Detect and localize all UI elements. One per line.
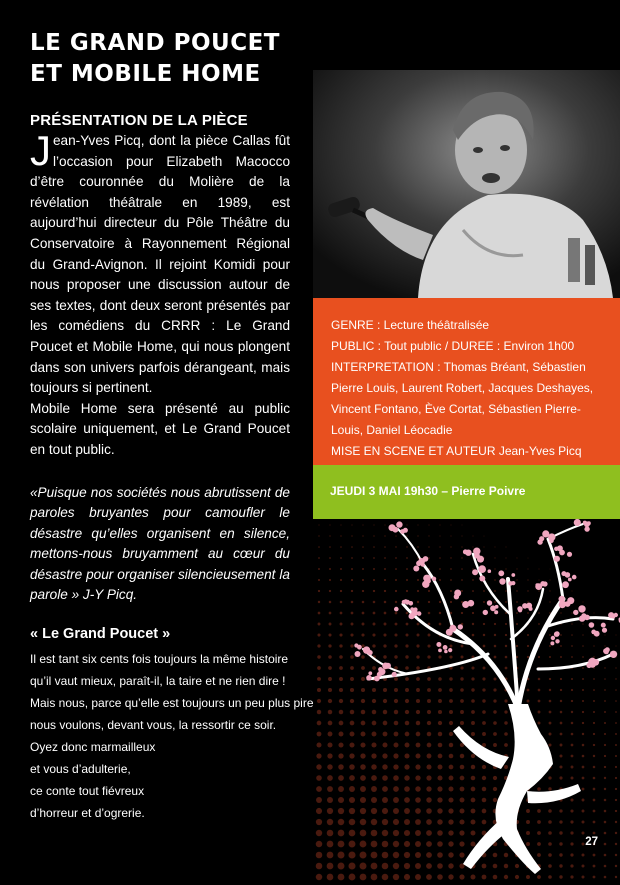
dot-pattern <box>316 524 618 880</box>
author-photo-illustration <box>313 70 620 298</box>
title-line-2: ET MOBILE HOME <box>30 61 261 87</box>
poem-line: Mais nous, parce qu’elle est toujours un peu plus pire <box>30 696 314 711</box>
poem-line: nous voulons, devant vous, la ressortir ce soir. <box>30 718 277 733</box>
author-photo <box>313 70 620 298</box>
info-genre: GENRE : Lecture théâtralisée <box>331 318 490 332</box>
poem-line: ce conte tout fiévreux <box>30 784 145 799</box>
poem-line: et vous d’adulterie, <box>30 762 131 777</box>
drop-cap: J <box>30 127 51 174</box>
page-title <box>30 28 280 90</box>
info-interpretation-line: Vincent Fontano, Ève Cortat, Sébastien Pierre- <box>331 402 581 416</box>
page-number: 27 <box>585 836 598 848</box>
left-column <box>30 112 314 824</box>
poem-line: d’horreur et d’ogrerie. <box>30 806 145 821</box>
poem-title: « Le Grand Poucet » <box>30 626 171 643</box>
poem <box>30 648 314 824</box>
presentation-quote: «Puisque nos sociétés nous abrutissent de paroles bruyantes pour camoufler le désastre qu’elles organisent en silence, mettons-nous bruyamment au cœur du désastre pour organiser silencieusement la parole » J-Y Picq. <box>30 484 290 603</box>
date-box <box>313 465 620 519</box>
info-interpretation-line: Louis, Daniel Léocadie <box>331 423 453 437</box>
poem-line: Oyez donc marmailleux <box>30 740 156 755</box>
info-interpretation-line: INTERPRETATION : Thomas Bréant, Sébastien <box>331 360 586 374</box>
info-public: PUBLIC : Tout public / DUREE : Environ 1h00 <box>331 339 575 353</box>
poem-line: Il est tant six cents fois toujours la même histoire <box>30 652 289 667</box>
info-box <box>313 298 620 465</box>
info-interpretation-line: Pierre Louis, Laurent Robert, Jacques Deshayes, <box>331 381 594 395</box>
presentation-heading: PRÉSENTATION DE LA PIÈCE <box>30 112 248 129</box>
presentation-paragraph-2: Mobile Home sera présenté au public scolaire uniquement, et Le Grand Poucet en tout public. <box>30 400 290 457</box>
event-date: JEUDI 3 MAI 19h30 – Pierre Poivre <box>330 484 526 498</box>
tree-dancer-illustration <box>313 519 620 885</box>
poem-line: qu’il vaut mieux, paraît-il, la taire et ne rien dire ! <box>30 674 286 689</box>
title-line-1: LE GRAND POUCET <box>30 30 280 56</box>
tree-dancer-artwork <box>313 519 620 885</box>
info-mise-en-scene: MISE EN SCENE ET AUTEUR Jean-Yves Picq <box>331 444 582 458</box>
presentation-paragraph-1: Jean-Yves Picq, dont la pièce Callas fût l’occasion pour Elizabeth Macocco d’être couronnée du Molière de la révélation théâtrale en 1989, est aujourd’hui directeur du Pôle Théâtre du Conservatoire à Rayonnement Régional du Grand-Avignon. Il rejoint Komidi pour nous proposer une discussion autour de ses textes, dont deux seront présentés par les comédiens du CRRR : Le Grand Poucet et Mobile Home, qui nous plongent dans son univers parfois dérangeant, mais toujours si pertinent. <box>30 127 290 396</box>
